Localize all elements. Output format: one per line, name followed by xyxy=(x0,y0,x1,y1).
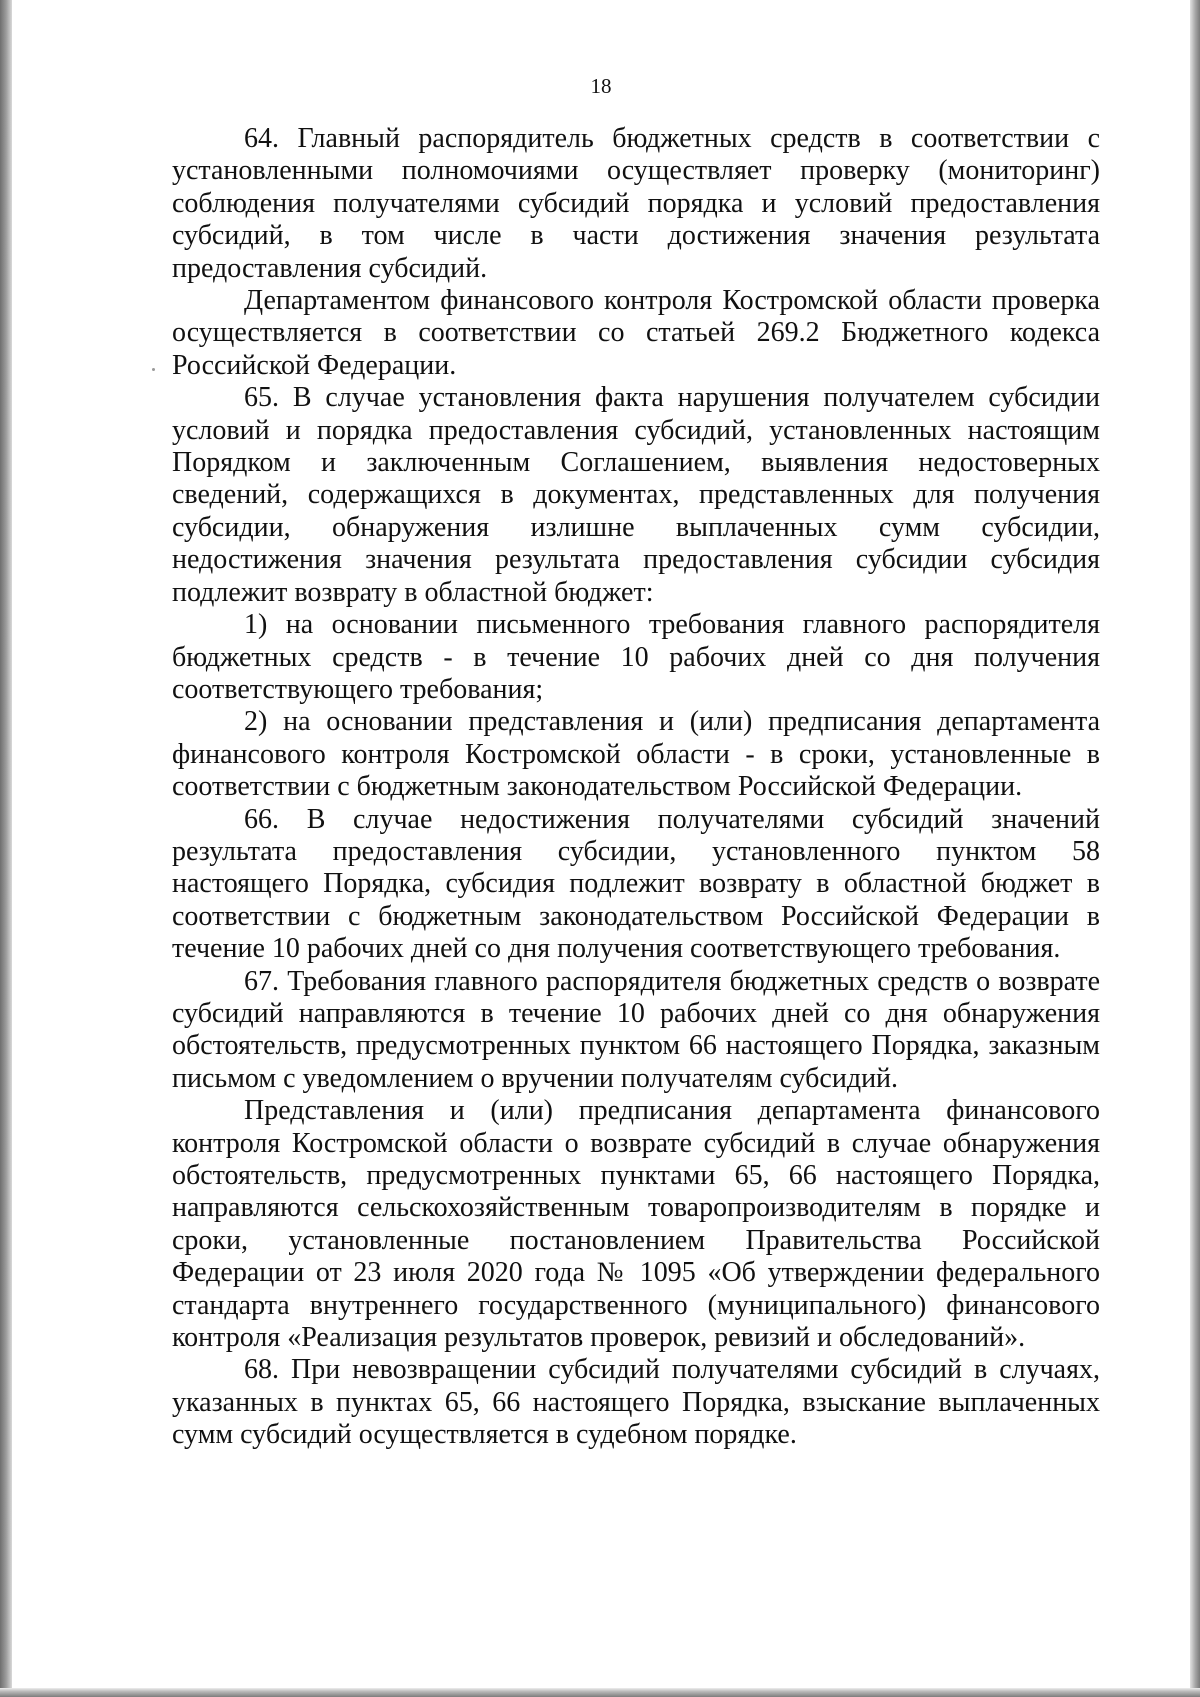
paragraph-65-item-1: 1) на основании письменного требования главного распорядителя бюджетных средств - в течение 10 рабочих дней со дня получения соответствующего требования; xyxy=(172,609,1100,705)
scan-artifact xyxy=(152,368,155,371)
scan-border-right xyxy=(1190,0,1200,1697)
paragraph-64: 64. Главный распорядитель бюджетных средств в соответствии с установленными полномочиями осуществляет проверку (мониторинг) соблюдения получателями субсидий порядка и условий предоставления субсидий, в том числе в части достижения значения результата предоставления субсидий. xyxy=(172,123,1100,284)
document-body xyxy=(172,123,1100,1452)
scan-border-left xyxy=(0,0,12,1697)
paragraph-67: 67. Требования главного распорядителя бюджетных средств о возврате субсидий направляются в течение 10 рабочих дней со дня обнаружения обстоятельств, предусмотренных пунктом 66 настоящего Порядка, заказным письмом с уведомлением о вручении получателям субсидий. xyxy=(172,965,1100,1094)
paragraph-66: 66. В случае недостижения получателями субсидий значений результата предоставления субсидии, установленного пунктом 58 настоящего Порядка, субсидия подлежит возврату в областной бюджет в соответствии с бюджетным законодательством Российской Федерации в течение 10 рабочих дней со дня получения соответствующего требования. xyxy=(172,803,1100,965)
paragraph-67-dfk: Представления и (или) предписания департамента финансового контроля Костромской области о возврате субсидий в случае обнаружения обстоятельств, предусмотренных пунктами 65, 66 настоящего Порядка, направляются сельскохозяйственным товаропроизводителям в порядке и сроки, установленные постановлением Правительства Российской Федерации от 23 июля 2020 года № 1095 «Об утверждении федерального стандарта внутреннего государственного (муниципального) финансового контроля «Реализация результатов проверок, ревизий и обследований». xyxy=(172,1095,1100,1354)
paragraph-65-item-2: 2) на основании представления и (или) предписания департамента финансового контроля Костромской области - в сроки, установленные в соответствии с бюджетным законодательством Российской Федерации. xyxy=(172,706,1100,803)
paragraph-68: 68. При невозвращении субсидий получателями субсидий в случаях, указанных в пунктах 65, 66 настоящего Порядка, взыскание выплаченных сумм субсидий осуществляется в судебном порядке. xyxy=(172,1354,1100,1451)
paragraph-65: 65. В случае установления факта нарушения получателем субсидии условий и порядка предоставления субсидий, установленных настоящим Порядком и заключенным Соглашением, выявления недостоверных сведений, содержащихся в документах, представленных для получения субсидии, обнаружения излишне выплаченных сумм субсидии, недостижения значения результата предоставления субсидии субсидия подлежит возврату в областной бюджет: xyxy=(172,382,1100,608)
paragraph-64-dfk: Департаментом финансового контроля Костромской области проверка осуществляется в соответствии со статьей 269.2 Бюджетного кодекса Российской Федерации. xyxy=(172,285,1100,381)
page-number: 18 xyxy=(590,74,612,98)
document-page xyxy=(12,0,1190,1688)
scan-border-bottom xyxy=(0,1688,1200,1697)
